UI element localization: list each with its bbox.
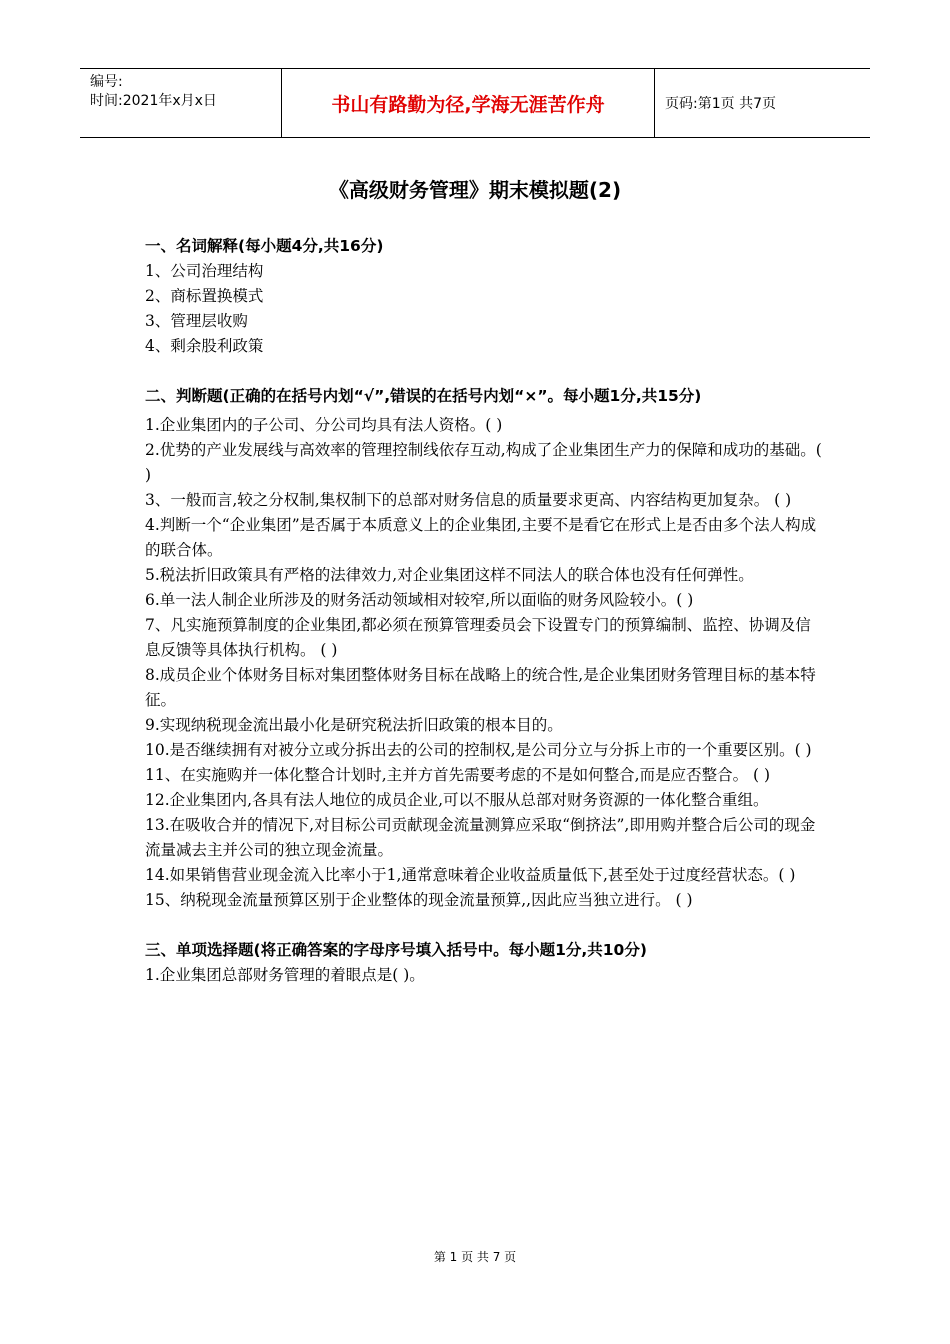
list-item: 9.实现纳税现金流出最小化是研究税法折旧政策的根本目的。 <box>145 716 563 734</box>
list-item: 6.单一法人制企业所涉及的财务活动领域相对较窄,所以面临的财务风险较小。( ) <box>145 591 694 609</box>
list-item: 11、在实施购并一体化整合计划时,主并方首先需要考虑的不是如何整合,而是应否整合。 ( ) <box>145 766 771 784</box>
section-single-choice-list <box>145 963 825 988</box>
list-item: 8.成员企业个体财务目标对集团整体财务目标在战略上的统合性,是企业集团财务管理目标的基本特征。 <box>145 666 816 709</box>
motto: 书山有路勤为径,学海无涯苦作舟 <box>282 69 655 137</box>
page-footer: 第 1 页 共 7 页 <box>433 1250 517 1264</box>
header-left-cell <box>80 69 282 137</box>
section-title-single-choice: 三、单项选择题(将正确答案的字母序号填入括号中。每小题1分,共10分) <box>145 941 647 959</box>
date-label: 时间:2021年x月x日 <box>90 93 217 109</box>
list-item: 12.企业集团内,各具有法人地位的成员企业,可以不服从总部对财务资源的一体化整合重组。 <box>145 791 769 809</box>
list-item: 2.优势的产业发展线与高效率的管理控制线依存互动,构成了企业集团生产力的保障和成功的基础。( ) <box>145 441 822 484</box>
list-item: 1、公司治理结构 <box>145 262 264 280</box>
list-item: 7、凡实施预算制度的企业集团,都必须在预算管理委员会下设置专门的预算编制、监控、协调及信息反馈等具体执行机构。 ( ) <box>145 616 811 659</box>
section-title-definitions: 一、名词解释(每小题4分,共16分) <box>145 237 384 255</box>
page-header <box>80 68 870 138</box>
list-item: 3、管理层收购 <box>145 312 248 330</box>
list-item: 14.如果销售营业现金流入比率小于1,通常意味着企业收益质量低下,甚至处于过度经营状态。( ) <box>145 866 796 884</box>
section-definitions-list <box>145 259 825 359</box>
list-item: 3、一般而言,较之分权制,集权制下的总部对财务信息的质量要求更高、内容结构更加复杂。 ( ) <box>145 491 792 509</box>
document-body <box>145 234 825 988</box>
section-true-false-list <box>145 413 825 913</box>
list-item: 5.税法折旧政策具有严格的法律效力,对企业集团这样不同法人的联合体也没有任何弹性。 <box>145 566 754 584</box>
list-item: 10.是否继续拥有对被分立或分拆出去的公司的控制权,是公司分立与分拆上市的一个重要区别。( ) <box>145 741 812 759</box>
section-title-true-false: 二、判断题(正确的在括号内划“√”,错误的在括号内划“×”。每小题1分,共15分) <box>145 387 702 405</box>
list-item: 4.判断一个“企业集团”是否属于本质意义上的企业集团,主要不是看它在形式上是否由多个法人构成的联合体。 <box>145 516 817 559</box>
number-label: 编号: <box>90 74 123 90</box>
page-info: 页码:第1页 共7页 <box>665 96 776 112</box>
list-item: 4、剩余股利政策 <box>145 337 264 355</box>
list-item: 1.企业集团总部财务管理的着眼点是( )。 <box>145 966 425 984</box>
list-item: 2、商标置换模式 <box>145 287 264 305</box>
list-item: 13.在吸收合并的情况下,对目标公司贡献现金流量测算应采取“倒挤法”,即用购并整合后公司的现金流量减去主并公司的独立现金流量。 <box>145 816 816 859</box>
list-item: 1.企业集团内的子公司、分公司均具有法人资格。( ) <box>145 416 503 434</box>
document-title: 《高级财务管理》期末模拟题(2) <box>328 178 622 202</box>
list-item: 15、纳税现金流量预算区别于企业整体的现金流量预算,,因此应当独立进行。 ( ) <box>145 891 693 909</box>
